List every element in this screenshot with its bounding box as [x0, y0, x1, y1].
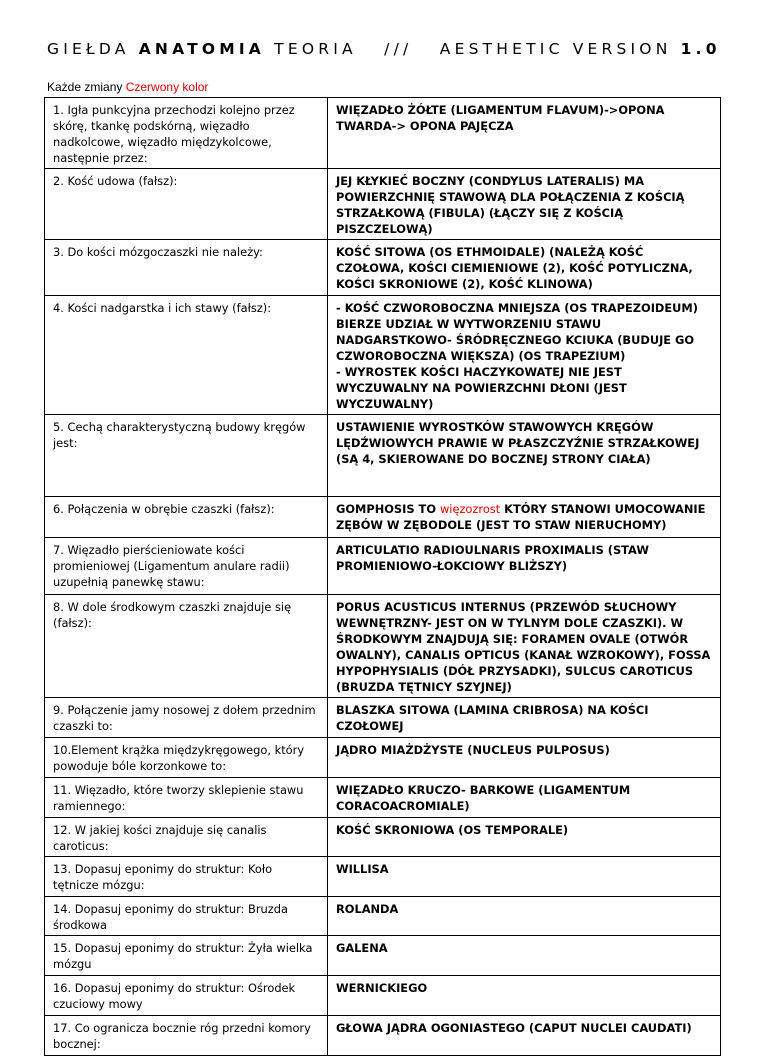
- question-cell: 8. W dole środkowym czaszki znajduje się (fałsz):: [45, 595, 328, 698]
- title-part-1: GIEŁDA: [47, 40, 130, 58]
- title-bold-2: 1.0: [680, 40, 721, 58]
- answer-cell: JĄDRO MIAŻDŻYSTE (NUCLEUS PULPOSUS): [328, 738, 721, 778]
- question-cell: 7. Więzadło pierścieniowate kości promieniowej (Ligamentum anulare radii) uzupełnią panewkę stawu:: [45, 538, 328, 595]
- answer-cell: WILLISA: [328, 857, 721, 897]
- answer-cell: WERNICKIEGO: [328, 976, 721, 1016]
- page-title: [47, 40, 727, 58]
- question-cell: 12. W jakiej kości znajduje się canalis caroticus:: [45, 818, 328, 857]
- question-cell: 15. Dopasuj eponimy do struktur: Żyła wielka mózgu: [45, 936, 328, 976]
- question-cell: 9. Połączenie jamy nosowej z dołem przednim czaszki to:: [45, 698, 328, 738]
- table-row: [45, 818, 721, 857]
- table-row: [45, 415, 721, 497]
- answer-cell: WIĘZADŁO ŻÓŁTE (LIGAMENTUM FLAVUM)->OPONA TWARDA-> OPONA PAJĘCZA: [328, 98, 721, 169]
- answer-post: KTÓRY STANOWI UMOCOWANIE ZĘBÓW W ZĘBODOLE (JEST TO STAW NIERUCHOMY): [336, 502, 706, 532]
- answer-cell: [328, 497, 721, 538]
- question-cell: 4. Kości nadgarstka i ich stawy (fałsz):: [45, 296, 328, 415]
- answer-cell: ARTICULATIO RADIOULNARIS PROXIMALIS (STAW PROMIENIOWO-ŁOKCIOWY BLIŻSZY): [328, 538, 721, 595]
- changes-note: [47, 80, 208, 94]
- table-row: [45, 698, 721, 738]
- table-row: [45, 240, 721, 296]
- table-row: [45, 1016, 721, 1056]
- answer-cell: KOŚĆ SITOWA (OS ETHMOIDALE) (NALEŻĄ KOŚĆ CZOŁOWA, KOŚCI CIEMIENIOWE (2), KOŚĆ POTYLICZNA, KOŚCI SKRONIOWE (2), KOŚĆ KLINOWA): [328, 240, 721, 296]
- note-red-label: Czerwony kolor: [125, 80, 209, 94]
- table-row: [45, 976, 721, 1016]
- qa-table: [44, 97, 721, 1056]
- table-row: [45, 595, 721, 698]
- question-cell: 6. Połączenia w obrębie czaszki (fałsz):: [45, 497, 328, 538]
- table-row: [45, 538, 721, 595]
- question-cell: 16. Dopasuj eponimy do struktur: Ośrodek czuciowy mowy: [45, 976, 328, 1016]
- table-row: [45, 936, 721, 976]
- table-row: [45, 169, 721, 240]
- question-cell: 2. Kość udowa (fałsz):: [45, 169, 328, 240]
- table-row: [45, 738, 721, 778]
- answer-cell: GALENA: [328, 936, 721, 976]
- table-row: [45, 897, 721, 936]
- note-prefix: Każde zmiany: [47, 80, 123, 94]
- answer-cell: KOŚĆ SKRONIOWA (OS TEMPORALE): [328, 818, 721, 857]
- table-row: [45, 497, 721, 538]
- answer-line-2: - WYROSTEK KOŚCI HACZYKOWATEJ NIE JEST WYCZUWALNY NA POWIERZCHNI DŁONI (JEST WYCZUWALNY): [336, 365, 627, 411]
- table-row: [45, 778, 721, 818]
- question-cell: 3. Do kości mózgoczaszki nie należy:: [45, 240, 328, 296]
- question-cell: 17. Co ogranicza bocznie róg przedni komory bocznej:: [45, 1016, 328, 1056]
- answer-cell: USTAWIENIE WYROSTKÓW STAWOWYCH KRĘGÓW LĘDŹWIOWYCH PRAWIE W PŁASZCZYŹNIE STRZAŁKOWEJ (SĄ 4, SKIEROWANE DO BOCZNEJ STRONY CIAŁA): [328, 415, 721, 497]
- question-cell: 10.Element krążka międzykręgowego, który powoduje bóle korzonkowe to:: [45, 738, 328, 778]
- title-bold-1: ANATOMIA: [138, 40, 266, 58]
- question-cell: 5. Cechą charakterystyczną budowy kręgów jest:: [45, 415, 328, 497]
- answer-cell: [328, 296, 721, 415]
- answer-cell: BLASZKA SITOWA (LAMINA CRIBROSA) NA KOŚCI CZOŁOWEJ: [328, 698, 721, 738]
- table-row: [45, 98, 721, 169]
- question-cell: 13. Dopasuj eponimy do struktur: Koło tętnicze mózgu:: [45, 857, 328, 897]
- question-cell: 11. Więzadło, które tworzy sklepienie stawu ramiennego:: [45, 778, 328, 818]
- answer-red-word: więzozrost: [439, 502, 501, 516]
- answer-cell: JEJ KŁYKIEĆ BOCZNY (CONDYLUS LATERALIS) MA POWIERZCHNIĘ STAWOWĄ DLA POŁĄCZENIA Z KOŚCIĄ STRZAŁKOWĄ (FIBULA) (ŁĄCZY SIĘ Z KOŚCIĄ PISZCZELOWĄ): [328, 169, 721, 240]
- answer-cell: PORUS ACUSTICUS INTERNUS (PRZEWÓD SŁUCHOWY WEWNĘTRZNY- JEST ON W TYLNYM DOLE CZASZKI). W ŚRODKOWYM ZNAJDUJĄ SIĘ: FORAMEN OVALE (OTWÓR OWALNY), CANALIS OPTICUS (KANAŁ WZROKOWY), FOSSA HYPOPHYSIALIS (DÓŁ PRZYSADKI), SULCUS CAROTICUS (BRUZDA TĘTNICY SZYJNEJ): [328, 595, 721, 698]
- answer-line-1: - KOŚĆ CZWOROBOCZNA MNIEJSZA (OS TRAPEZOIDEUM) BIERZE UDZIAŁ W WYTWORZENIU STAWU NADGARSTKOWO- ŚRÓDRĘCZNEGO KCIUKA (BUDUJE GO CZWOROBOCZNA WIĘKSZA) (OS TRAPEZIUM): [336, 301, 698, 363]
- answer-cell: GŁOWA JĄDRA OGONIASTEGO (CAPUT NUCLEI CAUDATI): [328, 1016, 721, 1056]
- title-part-2: TEORIA /// AESTHETIC VERSION: [274, 40, 672, 58]
- table-row: [45, 857, 721, 897]
- answer-cell: ROLANDA: [328, 897, 721, 936]
- question-cell: 1. Igła punkcyjna przechodzi kolejno przez skórę, tkankę podskórną, więzadło nadkolcowe, więzadło międzykolcowe, następnie przez:: [45, 98, 328, 169]
- answer-cell: WIĘZADŁO KRUCZO- BARKOWE (LIGAMENTUM CORACOACROMIALE): [328, 778, 721, 818]
- answer-pre: GOMPHOSIS TO: [336, 502, 436, 516]
- question-cell: 14. Dopasuj eponimy do struktur: Bruzda środkowa: [45, 897, 328, 936]
- table-row: [45, 296, 721, 415]
